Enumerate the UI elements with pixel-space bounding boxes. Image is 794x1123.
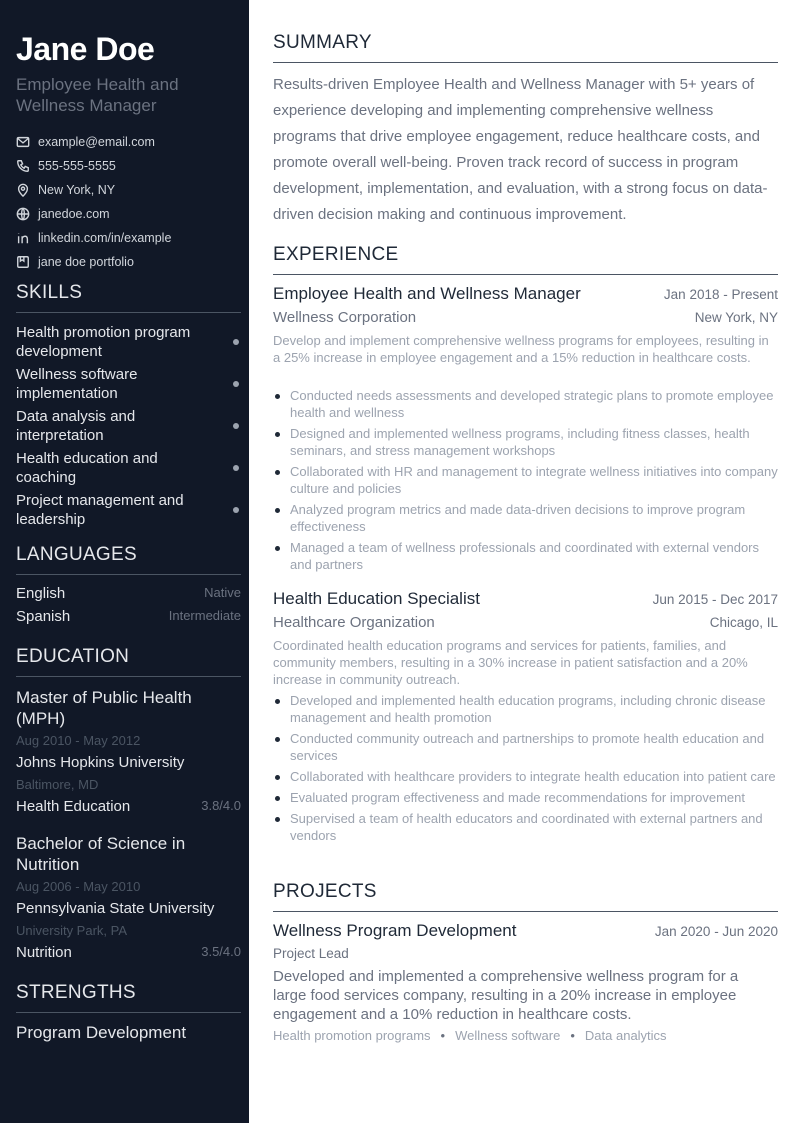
- experience-heading: EXPERIENCE: [273, 244, 778, 275]
- job-dates: Jan 2018 - Present: [663, 287, 778, 302]
- education-gpa: 3.8/4.0: [201, 798, 241, 813]
- education-gpa: 3.5/4.0: [201, 944, 241, 959]
- language-name: Spanish: [16, 608, 71, 625]
- skill-item: [16, 491, 241, 529]
- education-field-name: Health Education: [16, 798, 131, 815]
- list-item: Developed and implemented health education programs, including chronic disease management and health promotion: [273, 692, 778, 726]
- project-tags: [273, 1028, 667, 1043]
- list-item: Supervised a team of health educators and coordinated with external partners and vendors: [273, 810, 778, 844]
- language-item: [16, 585, 241, 602]
- contact-phone[interactable]: [16, 154, 241, 178]
- contact-text: linkedin.com/in/example: [38, 231, 172, 245]
- language-level: Intermediate: [168, 608, 241, 623]
- summary-heading: SUMMARY: [273, 32, 778, 63]
- skill-level-dot: [233, 465, 239, 471]
- contact-text: janedoe.com: [38, 207, 110, 221]
- job-bullets: [273, 387, 778, 577]
- sidebar: [0, 0, 249, 1123]
- skill-level-dot: [233, 381, 239, 387]
- skill-item: [16, 365, 241, 403]
- contact-text: New York, NY: [38, 183, 116, 197]
- tag-separator: •: [570, 1028, 575, 1043]
- education-field-name: Nutrition: [16, 944, 72, 961]
- job-location: Chicago, IL: [709, 615, 778, 630]
- skill-label: Project management and leadership: [16, 492, 184, 528]
- list-item: Conducted needs assessments and developed strategic plans to promote employee health and wellness: [273, 387, 778, 421]
- skill-level-dot: [233, 423, 239, 429]
- languages-heading: LANGUAGES: [16, 544, 241, 575]
- tag-separator: •: [440, 1028, 446, 1043]
- skills-heading: SKILLS: [16, 282, 241, 313]
- strength-item: Program Development: [16, 1023, 187, 1042]
- project-description: Developed and implemented a comprehensive wellness program for a large food services company, resulting in a 20% increase in employee engagement and a 10% reduction in healthcare costs.: [273, 968, 739, 1023]
- list-item: Conducted community outreach and partnerships to promote health education and services: [273, 730, 778, 764]
- phone-icon: [16, 159, 30, 173]
- skill-level-dot: [233, 339, 239, 345]
- job-location: New York, NY: [694, 310, 778, 325]
- job-title: Health Education Specialist: [273, 589, 480, 608]
- job-title: Employee Health and Wellness Manager: [273, 284, 581, 303]
- contact-text: jane doe portfolio: [38, 255, 134, 269]
- list-item: Analyzed program metrics and made data-driven decisions to improve program effectiveness: [273, 501, 778, 535]
- candidate-title: Employee Health and Wellness Manager: [16, 75, 179, 115]
- contact-text: 555-555-5555: [38, 159, 116, 173]
- skill-label: Data analysis and interpretation: [16, 408, 136, 444]
- job-description: Develop and implement comprehensive wellness programs for employees, resulting in a 25% increase in employee engagement and a 15% reduction in healthcare costs.: [273, 333, 769, 365]
- job-header: [273, 589, 778, 609]
- education-field: [16, 798, 241, 815]
- summary-text: Results-driven Employee Health and Wellness Manager with 5+ years of experience developing and implementing comprehensive wellness programs that drive employee engagement, reduce healthcare costs, and promote overall well-being. Proven track record of success in program development, implementation, and evaluation, with a strong focus on data-driven decision making and continuous improvement.: [273, 76, 768, 223]
- portfolio-icon: [16, 255, 30, 269]
- job-company-row: [273, 309, 778, 326]
- list-item: Managed a team of wellness professionals and coordinated with external vendors and partners: [273, 539, 778, 573]
- language-name: English: [16, 585, 66, 602]
- contact-text: example@email.com: [38, 135, 155, 149]
- project-tag: Data analytics: [584, 1028, 667, 1043]
- skill-label: Health education and coaching: [16, 450, 158, 486]
- contact-email[interactable]: [16, 130, 241, 154]
- strengths-heading: STRENGTHS: [16, 982, 241, 1013]
- job-bullets: [273, 692, 778, 848]
- education-degree: Master of Public Health (MPH): [16, 688, 192, 728]
- contact-location: [16, 178, 241, 202]
- skill-item: [16, 407, 241, 445]
- email-icon: [16, 135, 30, 149]
- skill-label: Wellness software implementation: [16, 366, 138, 402]
- language-level: Native: [204, 585, 241, 600]
- skill-label: Health promotion program development: [16, 324, 191, 360]
- education-school: Pennsylvania State University: [16, 900, 215, 917]
- education-location: University Park, PA: [16, 923, 128, 938]
- job-company-row: [273, 614, 778, 631]
- list-item: Collaborated with HR and management to integrate wellness initiatives into company culture and policies: [273, 463, 778, 497]
- education-dates: Aug 2006 - May 2010: [16, 879, 141, 894]
- candidate-name: Jane Doe: [16, 31, 155, 67]
- contact-list: [16, 130, 241, 274]
- skill-level-dot: [233, 507, 239, 513]
- education-degree: Bachelor of Science in Nutrition: [16, 834, 186, 874]
- education-field: [16, 944, 241, 961]
- project-dates: Jan 2020 - Jun 2020: [654, 924, 778, 939]
- projects-heading: PROJECTS: [273, 881, 778, 912]
- education-location: Baltimore, MD: [16, 777, 99, 792]
- project-role: Project Lead: [273, 946, 349, 961]
- language-item: [16, 608, 241, 625]
- contact-portfolio[interactable]: [16, 250, 241, 274]
- project-tag: Wellness software: [455, 1028, 561, 1043]
- list-item: Collaborated with healthcare providers to integrate health education into patient care: [273, 768, 778, 785]
- skill-item: [16, 449, 241, 487]
- globe-icon: [16, 207, 30, 221]
- job-company: Wellness Corporation: [273, 309, 417, 326]
- list-item: Evaluated program effectiveness and made recommendations for improvement: [273, 789, 778, 806]
- job-header: [273, 284, 778, 304]
- list-item: Designed and implemented wellness programs, including fitness classes, health seminars, and stress management workshops: [273, 425, 778, 459]
- job-company: Healthcare Organization: [273, 614, 435, 631]
- job-description: Coordinated health education programs and services for patients, families, and community members, resulting in a 30% increase in patient satisfaction and a 20% increase in community outreach.: [273, 638, 748, 687]
- location-pin-icon: [16, 183, 30, 197]
- job-dates: Jun 2015 - Dec 2017: [652, 592, 778, 607]
- contact-linkedin[interactable]: [16, 226, 241, 250]
- contact-website[interactable]: [16, 202, 241, 226]
- project-title: Wellness Program Development: [273, 921, 517, 940]
- linkedin-icon: [16, 231, 30, 245]
- education-school: Johns Hopkins University: [16, 754, 185, 771]
- education-dates: Aug 2010 - May 2012: [16, 733, 141, 748]
- education-heading: EDUCATION: [16, 646, 241, 677]
- project-header: [273, 921, 778, 941]
- project-tag: Health promotion programs: [273, 1028, 431, 1043]
- skill-item: [16, 323, 241, 361]
